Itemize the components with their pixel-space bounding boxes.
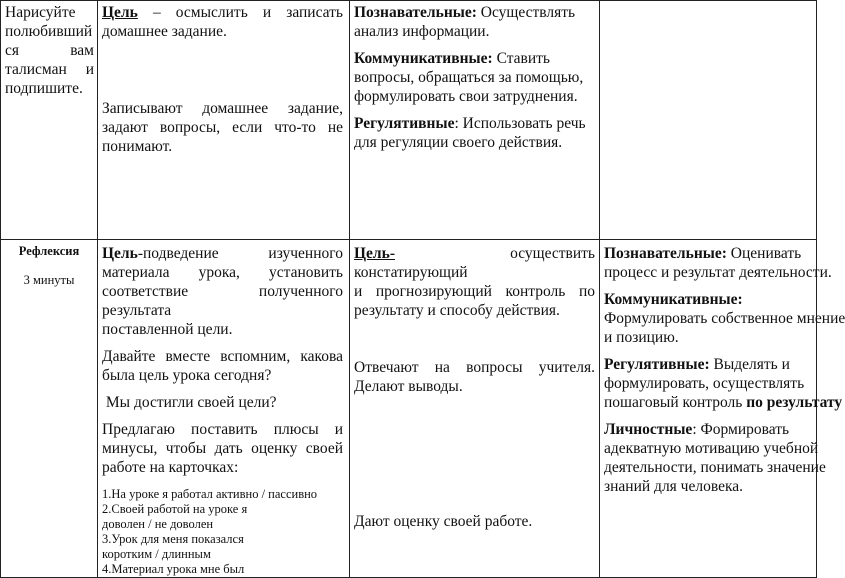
- question-text: работе на карточках:: [102, 459, 239, 476]
- stage-text-line: подпишите.: [5, 80, 83, 97]
- card-item: 3.Урок для меня показался: [102, 532, 244, 546]
- table-row-homework: [1, 1, 817, 240]
- question-text: Предлагаю поставить плюсы и: [102, 421, 343, 438]
- regulatory-label: Регулятивные: [354, 115, 455, 132]
- goal-text: соответствие полученного результата: [102, 283, 343, 319]
- card-item: коротким / длинным: [102, 547, 211, 561]
- communicative-label: Коммуникативные:: [604, 291, 743, 308]
- goal-cell-reflection: [98, 240, 350, 578]
- card-item: 1.На уроке я работал активно / пассивно: [102, 487, 318, 501]
- personal-label: Личностные: [604, 421, 693, 438]
- communicative-text: и позицию.: [604, 329, 679, 346]
- goal-label: Цель: [102, 245, 138, 262]
- cognitive-text: процесс и результат деятельности.: [604, 264, 832, 281]
- regulatory-label: Регулятивные:: [604, 356, 710, 373]
- cognitive-text: анализ информации.: [354, 23, 490, 40]
- stage-cell-reflection: [1, 240, 98, 578]
- question-text: Мы достигли своей цели?: [102, 394, 277, 411]
- communicative-text: Формулировать собственное мнение: [604, 310, 845, 327]
- communicative-text: формулировать свои затруднения.: [354, 88, 578, 105]
- goal-text: -подведение изученного: [137, 245, 343, 262]
- goal-text: результату и способу действия.: [354, 302, 560, 319]
- communicative-label: Коммуникативные:: [354, 50, 493, 67]
- activity-cell-reflection: [350, 240, 600, 578]
- communicative-text: вопросы, обращаться за помощью,: [354, 69, 584, 86]
- regulatory-bold-text: по результату: [746, 394, 843, 411]
- goal-text: поставленной цели.: [102, 321, 233, 338]
- question-text: минусы, чтобы дать оценку своей: [102, 440, 343, 457]
- goal-text: и прогнозирующий контроль по: [354, 283, 595, 300]
- goal-label: Цель: [102, 4, 138, 21]
- personal-text: адекватную мотивацию учебной: [604, 440, 819, 457]
- personal-text: : Формировать: [692, 421, 790, 438]
- question-text: Давайте вместе вспомним, какова: [102, 348, 343, 365]
- stage-duration: 3 минуты: [23, 273, 75, 287]
- activity-text: Записывают домашнее задание,: [102, 100, 343, 117]
- card-item: 4.Материал урока мне был: [102, 562, 245, 576]
- goal-cell-homework: [98, 1, 350, 240]
- regulatory-text: формулировать, осуществлять: [604, 375, 805, 392]
- communicative-text: Ставить: [492, 50, 550, 67]
- table-row-reflection: [1, 240, 817, 578]
- cognitive-label: Познавательные:: [354, 4, 477, 21]
- card-item: доволен / не доволен: [102, 517, 214, 531]
- stage-text-word: вам: [70, 42, 94, 59]
- stage-text-word: ся: [5, 42, 20, 59]
- personal-text: знаний для человека.: [604, 478, 744, 495]
- personal-text: деятельности, понимать значение: [604, 459, 826, 476]
- evaluation-text: Дают оценку своей работе.: [354, 513, 533, 530]
- empty-cell: [600, 1, 817, 240]
- regulatory-text: пошаговый контроль: [604, 394, 747, 411]
- card-item: 2.Своей работой на уроке я: [102, 502, 248, 516]
- question-text: была цель урока сегодня?: [102, 367, 272, 384]
- answer-text: Делают выводы.: [354, 378, 463, 395]
- uud-cell-reflection: [600, 240, 845, 578]
- stage-text-line: полюбивший: [5, 23, 93, 40]
- stage-text-line: Нарисуйте: [5, 4, 76, 21]
- uud-cell-homework: [350, 1, 600, 240]
- stage-title: Рефлексия: [18, 244, 80, 258]
- goal-text: материала урока, установить: [102, 264, 343, 281]
- stage-cell-homework: [1, 1, 98, 240]
- answer-text: Отвечают на вопросы учителя.: [354, 359, 595, 376]
- cognitive-text: Осуществлять: [476, 4, 576, 21]
- cognitive-text: Оценивать: [726, 245, 802, 262]
- goal-text: домашнее задание.: [102, 23, 227, 40]
- regulatory-text: : Использовать речь: [454, 115, 586, 132]
- goal-text: осуществить констатирующий: [354, 245, 595, 281]
- goal-label: Цель-: [354, 245, 395, 262]
- stage-text-word: талисман: [5, 61, 67, 78]
- activity-text: задают вопросы, если что-то не: [102, 119, 343, 136]
- cognitive-label: Познавательные:: [604, 245, 727, 262]
- activity-text: понимают.: [102, 138, 173, 155]
- regulatory-text: Выделять и: [709, 356, 790, 373]
- goal-text: – осмыслить и записать: [152, 4, 343, 21]
- stage-text-word: и: [85, 61, 94, 78]
- regulatory-text: для регуляции своего действия.: [354, 134, 563, 151]
